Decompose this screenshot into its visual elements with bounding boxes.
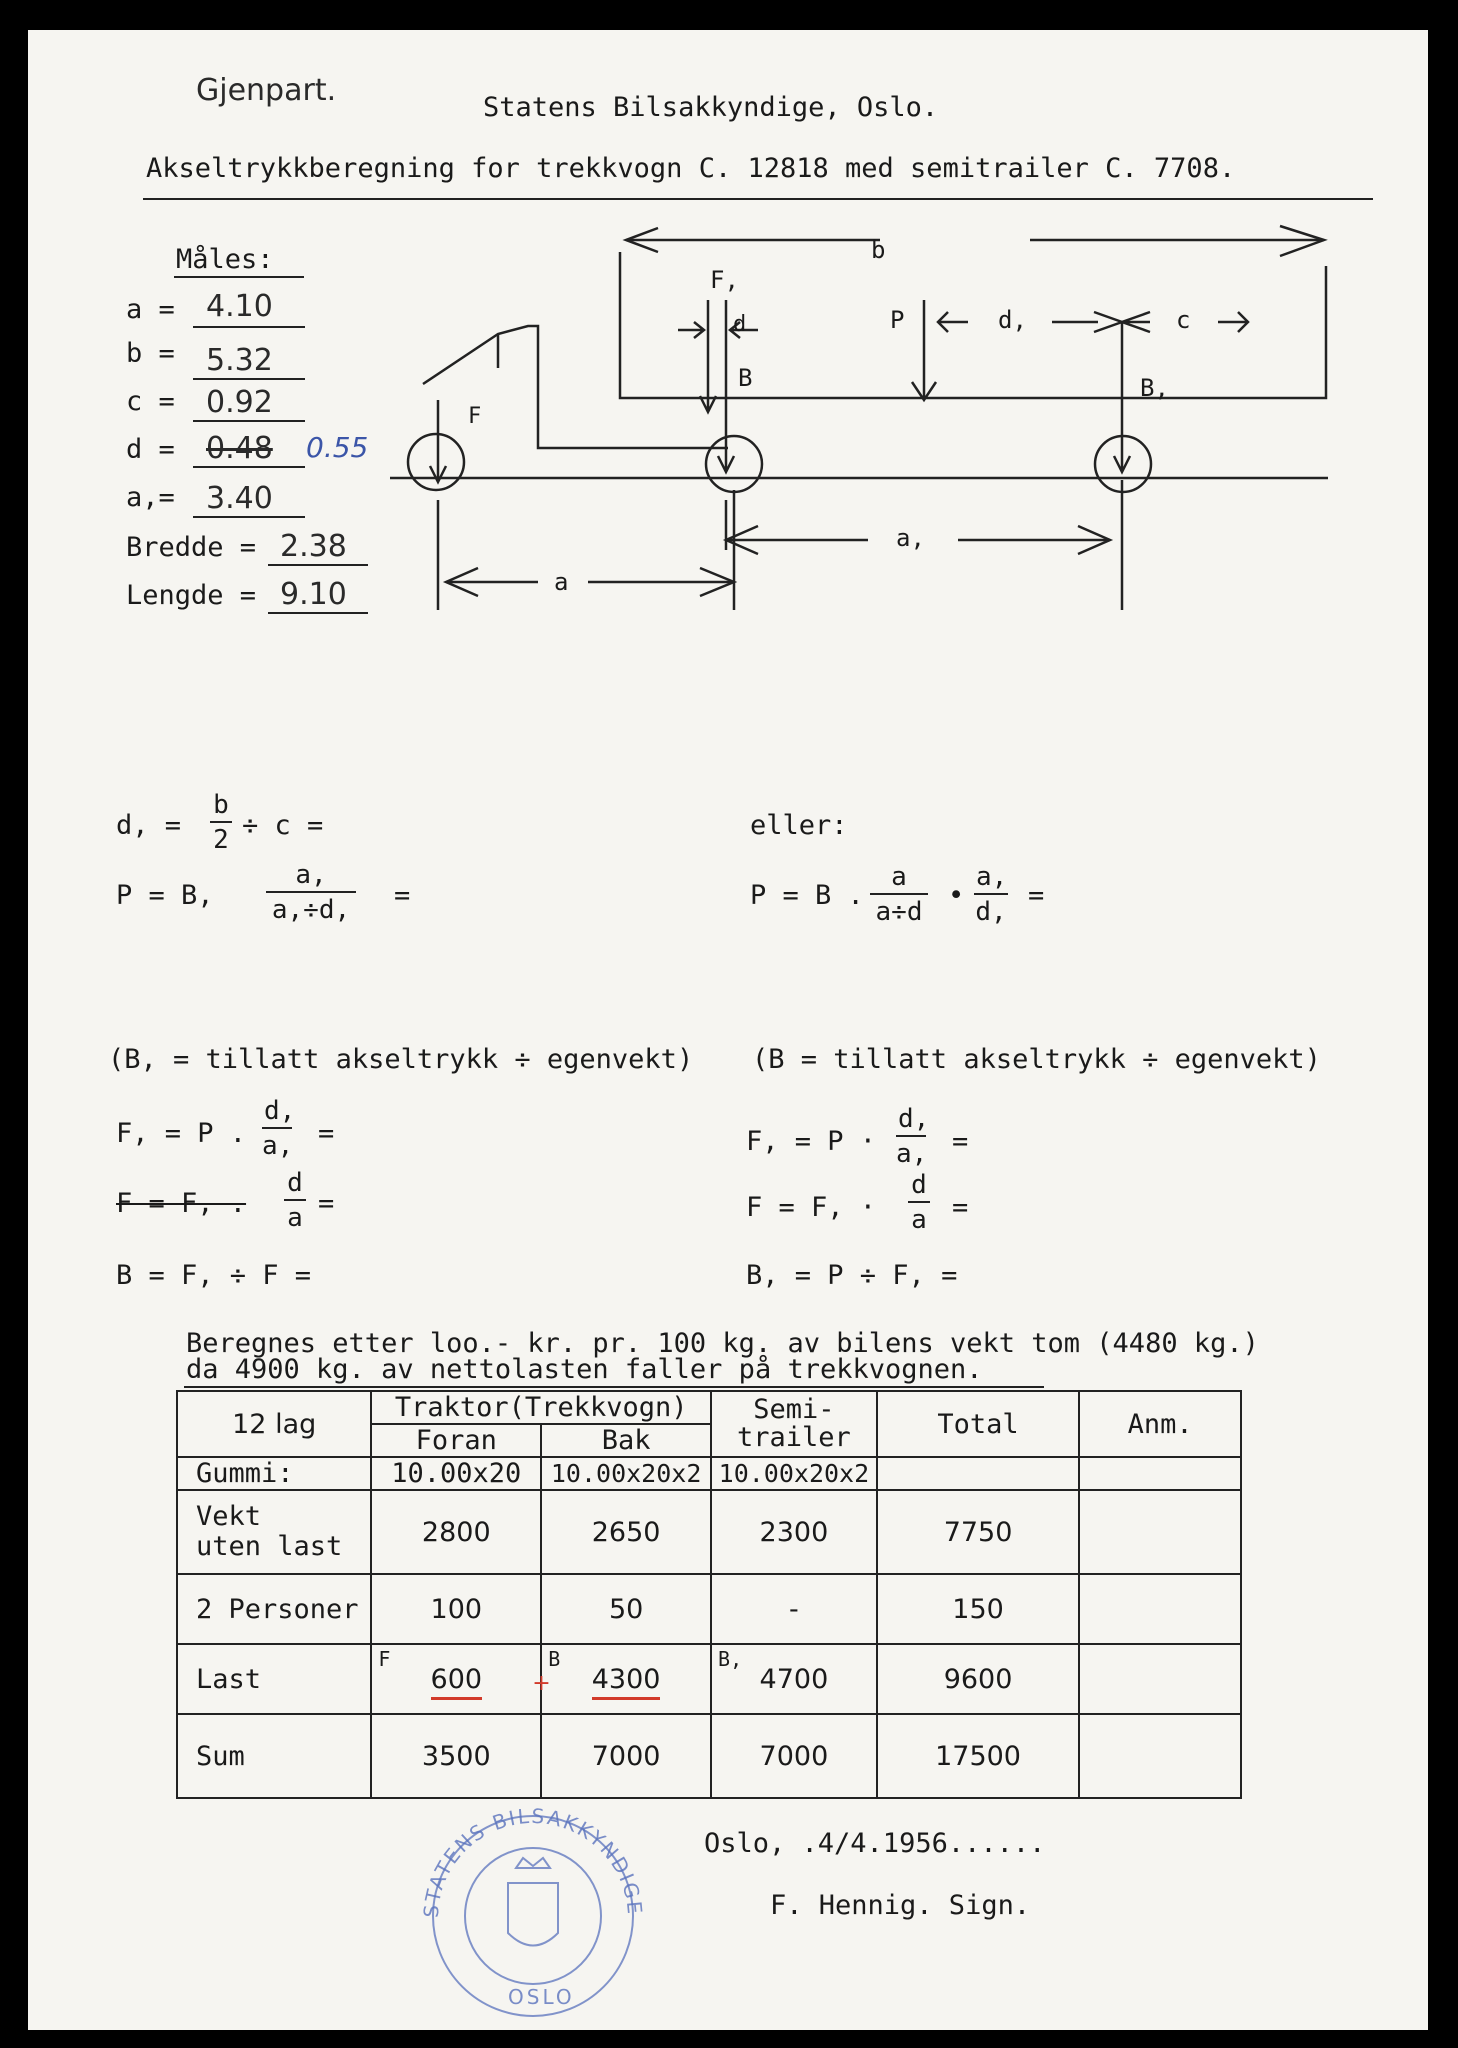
table-cell: 7000 [711,1714,877,1798]
official-stamp [408,1798,658,2018]
formula-L2-frac [284,1170,306,1231]
title-text: Akseltrykkberegning for trekkvogn [146,153,683,184]
table-col-trailer: Semi- trailer [711,1391,877,1457]
frac-num: a, [974,864,1008,895]
table-cell-last-trailer [711,1644,877,1714]
note-right: (B = tillatt akseltrykk ÷ egenvekt) [752,1044,1321,1075]
formula-R1-lhs: F, = P · [746,1126,877,1157]
signature-line: F. Hennig. Sign. [770,1890,1031,1921]
table-row [177,1644,1241,1714]
formula-R2-eq: = [952,1192,969,1223]
lion-shield-icon [508,1883,558,1946]
formula-d-comma-lhs: d, = [116,810,182,841]
table-row [177,1490,1241,1574]
formula-R2-frac [908,1172,930,1233]
diagram-label-d-small: d [733,312,747,337]
diagram-label-B: B [738,364,753,392]
table-row-label: 2 Personer [177,1574,371,1644]
meas-value-c: 0.92 [206,385,273,420]
diagram-label-d-comma: d, [998,306,1027,334]
diagram-label-F: F [468,404,482,429]
meas-value-b: 5.32 [206,343,273,378]
front-wheel [408,434,464,490]
table-cell: 3500 [371,1714,541,1798]
table-cell-empty [1079,1714,1241,1798]
formula-R1-eq: = [952,1126,969,1157]
formula-P-right-frac1 [870,864,928,925]
formula-R2-lhs: F = F, · [746,1192,877,1223]
table-cell: 50 [541,1574,711,1644]
red-plus-mark: + [532,1671,551,1696]
diagram-label-B-comma: B, [1140,374,1169,402]
calc-note-underline [184,1386,1044,1388]
copy-mark: Gjenpart. [196,73,337,108]
calc-note-line1: Beregnes etter loo.- kr. pr. 100 kg. av bilens vekt tom (4480 kg.) [186,1328,1259,1359]
meas-label-a-comma: a,= [126,482,175,513]
diagram-label-P: P [890,306,905,334]
table-tyre-trailer: 10.00x20x2 [711,1457,877,1490]
meas-label-d: d = [126,434,175,465]
formula-R1-frac [896,1104,930,1169]
axle-diagram [28,30,1428,670]
frac-num: d, [262,1098,292,1129]
stamp-text-top: STATENS BILSAKKYNDIGE [418,1803,648,1919]
diagram-label-a-comma: a, [896,524,925,552]
meas-value-lengde: 9.10 [280,577,347,612]
calc-note-line2: da 4900 kg. av nettolasten faller på trekkvognen. [186,1354,983,1385]
meas-label-bredde: Bredde = [126,532,257,563]
table-corner [177,1391,371,1457]
frac-den: a, [262,1131,294,1161]
diagram-label-b: b [871,236,886,264]
meas-value-bredde: 2.38 [280,529,347,564]
formula-d-comma-frac [210,792,232,853]
meas-value-d: 0.48 [206,431,273,466]
frac-den: a [911,1205,927,1235]
table-row-label: Last [177,1644,371,1714]
table-cell-empty [877,1457,1080,1490]
formula-d-comma-rest: ÷ c = [242,810,324,841]
table-cell: 9600 [877,1644,1080,1714]
table-group-header: Traktor(Trekkvogn) [371,1391,711,1424]
meas-value-a: 4.10 [206,289,273,324]
frac-num: a, [266,862,356,893]
table-cell: 2800 [371,1490,541,1574]
meas-label-c: c = [126,386,175,417]
formula-P-right-eq: = [1028,880,1045,911]
table-col-rear: Bak [541,1424,711,1457]
frac-den: a, [896,1139,928,1169]
last-rear-value: 4300 [592,1664,661,1700]
table-cell: 2300 [711,1490,877,1574]
formula-P-right-dot: • [948,880,965,911]
last-front-value: 600 [431,1664,483,1700]
frac-den: a÷d [875,897,923,927]
table-cell-last-front [371,1644,541,1714]
table-cell: 17500 [877,1714,1080,1798]
meas-value-a-comma: 3.40 [206,481,273,516]
table-col-total: Total [877,1391,1080,1457]
trailer-axle-mark: B, [718,1647,743,1671]
rear-axle-mark: B [548,1647,561,1671]
formula-L2-eq: = [318,1188,335,1219]
table-col-note: Anm. [1079,1391,1241,1457]
formula-L1-lhs: F, = P . [116,1118,247,1149]
meas-label-lengde: Lengde = [126,580,257,611]
table-row-label: Vekt uten last [177,1490,371,1574]
measurements-heading: Måles: [176,244,274,275]
eller-label: eller: [750,810,848,841]
formula-P-left-eq: = [394,880,411,911]
frac-den: a [287,1203,303,1233]
place-date: Oslo, .4/4.1956...... [704,1828,1046,1859]
rear-wheel [706,436,762,492]
table-corner-text: 12 lag [232,1408,317,1440]
svg-text:STATENS BILSAKKYNDIGE [419,1804,647,1919]
formula-L1-eq: = [318,1118,335,1149]
meas-value-d-correction: 0.55 [306,431,369,464]
diagram-label-F-comma: F, [710,266,739,294]
formula-P-left-lhs: P = B, [116,880,214,911]
table-cell-last-rear [532,1644,711,1714]
front-axle-mark: F [378,1647,391,1671]
reg-prefix-truck: C. [698,153,732,184]
table-row-label: Sum [177,1714,371,1798]
frac-num: b [210,792,232,823]
agency-name: Statens Bilsakkyndige, Oslo. [483,92,939,123]
table-cell: 100 [371,1574,541,1644]
table-row [177,1574,1241,1644]
meas-label-b: b = [126,338,175,369]
frac-num: d [908,1172,930,1203]
diagram-label-c: c [1176,306,1191,334]
table-cell-empty [1079,1574,1241,1644]
crown-icon [516,1858,550,1868]
table-tyre-rear: 10.00x20x2 [541,1457,711,1490]
diagram-label-a: a [554,568,569,596]
title-mid: med semitrailer [845,153,1089,184]
table-tyre-front: 10.00x20 [371,1457,541,1490]
stamp-text-bottom: OSLO [508,1985,575,2009]
formula-P-right-lhs: P = B . [750,880,864,911]
frac-num: d [284,1170,306,1201]
document-page [28,30,1428,2030]
table-row [177,1714,1241,1798]
cab-outline [423,326,728,448]
frac-den: a,÷d, [271,895,351,925]
reg-prefix-trailer: C. [1105,153,1138,184]
table-cell: 7750 [877,1490,1080,1574]
formula-P-left-frac [266,862,356,923]
table-cell: - [711,1574,877,1644]
formula-P-right-frac2 [974,864,1008,925]
table-cell: 7000 [541,1714,711,1798]
formula-R3: B, = P ÷ F, = [746,1260,958,1291]
table-cell: 2650 [541,1490,711,1574]
table-cell-empty [1079,1644,1241,1714]
table-cell-empty [1079,1490,1241,1574]
formula-L3: B = F, ÷ F = [116,1260,312,1291]
axle-load-table [176,1390,1242,1799]
formula-L1-frac [262,1096,296,1161]
table-col-front: Foran [371,1424,541,1457]
frac-num: a [870,864,928,895]
table-cell: 150 [877,1574,1080,1644]
last-trailer-value: 4700 [759,1663,829,1695]
truck-registration: 12818 [747,153,829,184]
trailer-registration: 7708. [1153,153,1236,184]
formula-L2-lhs: F = F, . [116,1188,247,1219]
meas-label-a: a = [126,294,175,325]
frac-num: d, [896,1106,926,1137]
note-left: (B, = tillatt akseltrykk ÷ egenvekt) [108,1044,694,1075]
table-tyres-label: Gummi: [177,1457,371,1490]
frac-den: d, [975,897,1007,927]
table-cell-empty [1079,1457,1241,1490]
frac-den: 2 [213,825,229,855]
